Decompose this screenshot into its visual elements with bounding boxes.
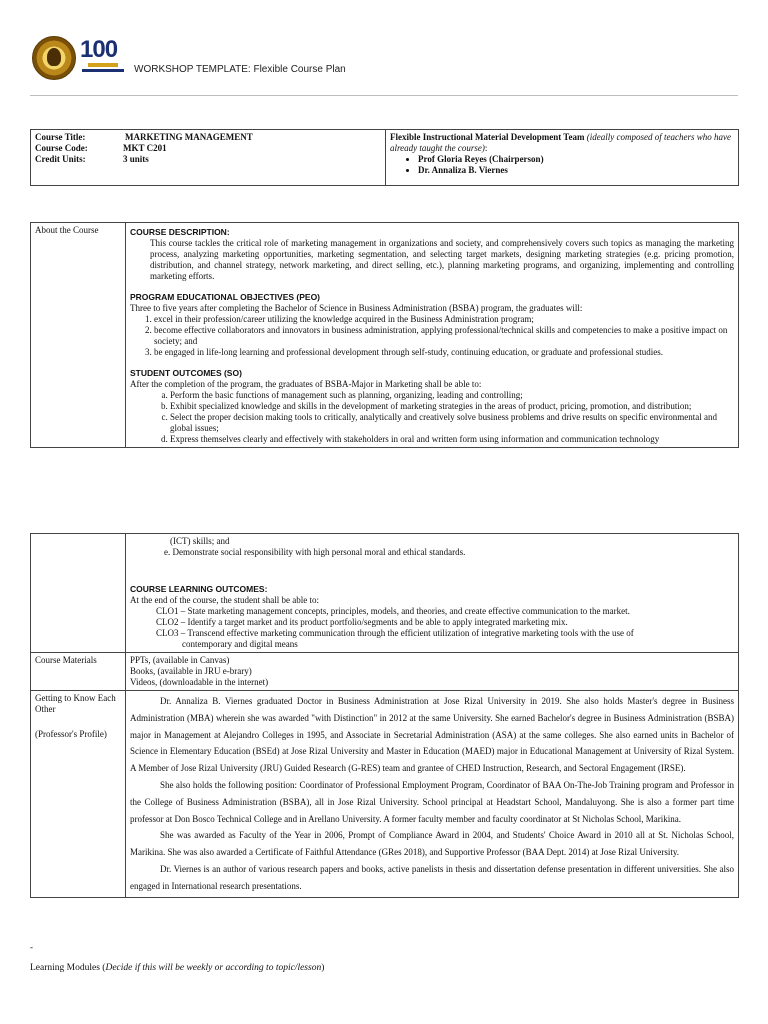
professor-profile-cell <box>126 691 739 898</box>
profile-paragraph: Dr. Viernes is an author of various research papers and books, active panelists in thesis and dissertation defense presentation in different universities. She also engaged in International research presentations. <box>130 863 734 891</box>
course-materials-label: Course Materials <box>31 653 126 691</box>
course-title-label: Course Title: <box>35 132 86 142</box>
peo-intro: Three to five years after completing the Bachelor of Science in Business Administration (BSBA) program, the graduates will: <box>130 303 583 313</box>
clo-item: CLO3 – Transcend effective marketing communication through the efficient utilization of integrative marketing tools with the use of <box>156 628 634 638</box>
course-code-value: MKT C201 <box>123 143 167 153</box>
course-code-label: Course Code: <box>35 143 88 153</box>
page-title: WORKSHOP TEMPLATE: Flexible Course Plan <box>134 64 346 75</box>
getting-to-know-label: Getting to Know Each Other <box>35 693 116 714</box>
so-intro: After the completion of the program, the graduates of BSBA-Major in Marketing shall be able to: <box>130 379 482 389</box>
list-item: b. Exhibit specialized knowledge and skills in the development of marketing strategies in the areas of product, pricing, promotion, and distribution; <box>170 401 734 412</box>
clo-item: CLO1 – State marketing management concepts, principles, models, and theories, and create effective communication to the market. <box>156 606 630 616</box>
course-description-heading: COURSE DESCRIPTION: <box>130 227 230 237</box>
credit-units-value: 3 units <box>123 154 149 164</box>
list-item: a. Perform the basic functions of management such as planning, organizing, leading and controlling; <box>170 390 734 401</box>
profile-paragraph: She also holds the following position: Coordinator of Professional Employment Program, Coordinator of BAA On-The-Job Training program and Professor in the College of Business Administration (BSBA), all in Jose Rizal University. School principal at Headstart School, Mandaluyong. She is also a former part time professor at Don Bosco Technical College and in Arellano University. A former faculty member and faculty coordinator at St Nicholas School, Marikina. <box>130 779 734 824</box>
so-continuation: (ICT) skills; and <box>170 536 230 546</box>
learning-modules-note: Decide if this will be weekly or according to topic/lesson <box>105 963 322 973</box>
so-item-e: Demonstrate social responsibility with high personal moral and ethical standards. <box>172 547 466 557</box>
material-item: PPTs, (available in Canvas) <box>130 655 230 665</box>
list-item: c. Select the proper decision making tools to critically, analytically and creatively solve business problems and drive results on specific environmental and global issues; <box>170 412 734 434</box>
about-course-label: About the Course <box>31 223 126 448</box>
clo-intro: At the end of the course, the student shall be able to: <box>130 595 319 605</box>
profile-paragraph: Dr. Annaliza B. Viernes graduated Doctor in Business Administration at Jose Rizal University in 2019. She also holds Master's degree in Business Administration (MBA) wherein she was awarded "with Distinction" in 2012 at the same University. She earned Bachelor's degree in Business Administration (BSBA) major in Management at Alejandro Colleges in 1995, and Associate in Secretarial Administration (ASA) at the same colleges. She also earned units in Bachelor of Science in Elementary Education (BSEd) at Jose Rizal University and Master in Education (MAED) major in Educational Management at University of Rizal System. A Member of Jose Rizal University (JRU) Guided Research (G-RES) team and grantee of CHED Instruction, Research, and Sectoral Engagement (IRSE). <box>130 696 734 774</box>
about-course-table <box>30 222 739 448</box>
material-item: Books, (available in JRU e-brary) <box>130 666 252 676</box>
list-item: 3. be engaged in life-long learning and professional development through self-study, continuing education, or graduate and professional studies. <box>154 347 734 358</box>
team-note: (ideally composed of teachers who have already taught the course) <box>390 132 731 153</box>
course-title-value: MARKETING MANAGEMENT <box>125 132 253 142</box>
centennial-number: 100 <box>80 36 118 63</box>
peo-heading: PROGRAM EDUCATIONAL OBJECTIVES (PEO) <box>130 292 321 302</box>
team-member: • Prof Gloria Reyes (Chairperson) <box>418 154 734 165</box>
clo-item: CLO2 – Identify a target market and its product portfolio/segments and be able to apply integrated marketing mix. <box>156 617 568 627</box>
course-info-cell <box>31 130 386 186</box>
about-course-content <box>126 223 739 448</box>
list-item: 2. become effective collaborators and innovators in business administration, applying professional/technical skills and competencies to make a positive impact on society; and <box>154 325 734 347</box>
material-item: Videos, (downloadable in the internet) <box>130 677 269 687</box>
peo-list <box>130 314 734 358</box>
clo-heading: COURSE LEARNING OUTCOMES: <box>130 584 268 594</box>
list-item: 1. excel in their profession/career utilizing the knowledge acquired in the Business Administration program; <box>154 314 734 325</box>
team-title: Flexible Instructional Material Development Team <box>390 132 585 142</box>
credit-units-label: Credit Units: <box>35 154 86 164</box>
footnote-mark: - <box>30 942 33 952</box>
so-list <box>130 390 734 445</box>
outcomes-continued-cell: (ICT) skills; and e. Demonstrate social responsibility with high personal moral and ethical standards. COURSE LEARNING OUTCOMES: At the end of the course, the student shall be able to: CLO1 – State marketing management concepts, principles, models, and theories, and create effective communication to the market. CLO2 – Identify a target market and its product portfolio/segments and be able to apply integrated marketing mix. CLO3 – Transcend effective marketing communication through the efficient utilization of integrative marketing tools with the use of contemporary and digital means <box>126 534 739 653</box>
list-item: d. Express themselves clearly and effectively with stakeholders in oral and written form using information and communication technology <box>170 434 734 445</box>
course-details-table <box>30 533 739 898</box>
so-heading: STUDENT OUTCOMES (SO) <box>130 368 242 378</box>
course-materials-cell <box>126 653 739 691</box>
team-members <box>390 154 734 176</box>
team-member: • Dr. Annaliza B. Viernes <box>418 165 734 176</box>
profile-paragraph: She was awarded as Faculty of the Year in 2006, Prompt of Compliance Award in 2004, and Students' Choice Award in 2010 all at St. Nicholas School, Marikina. She was also awarded a Certificate of Faithful Attendance (GRes 2018), and Supportive Professor (BAA Dept. 2014) at Jose Rizal University. <box>130 830 734 858</box>
team-cell: Flexible Instructional Material Development Team (ideally composed of teachers who have already taught the course): • Prof Gloria Reyes (Chairperson) • Dr. Annaliza B. Viernes <box>386 130 739 186</box>
learning-modules-heading: Learning Modules (Decide if this will be weekly or according to topic/lesson) <box>30 963 325 973</box>
professor-profile-label: (Professor's Profile) <box>35 729 107 739</box>
header-divider <box>30 95 738 96</box>
course-description-text: This course tackles the critical role of marketing management in organizations and society, and comprehensively covers such topics as managing the marketing process, analyzing marketing opportunities, marketing segmentation, and selecting target markets, designing marketing strategies (e.g. pricing promotion, distribution, and channel strategy, network marketing, and direct selling, etc.), planning marketing programs, and organizing, implementing and controlling marketing efforts. <box>150 238 734 281</box>
course-info-table <box>30 129 739 186</box>
clo-item-continuation: contemporary and digital means <box>182 639 298 649</box>
centennial-logo <box>80 38 126 78</box>
profile-label-cell <box>31 691 126 898</box>
university-seal-logo <box>32 36 76 80</box>
learning-modules-label: Learning Modules <box>30 963 100 973</box>
